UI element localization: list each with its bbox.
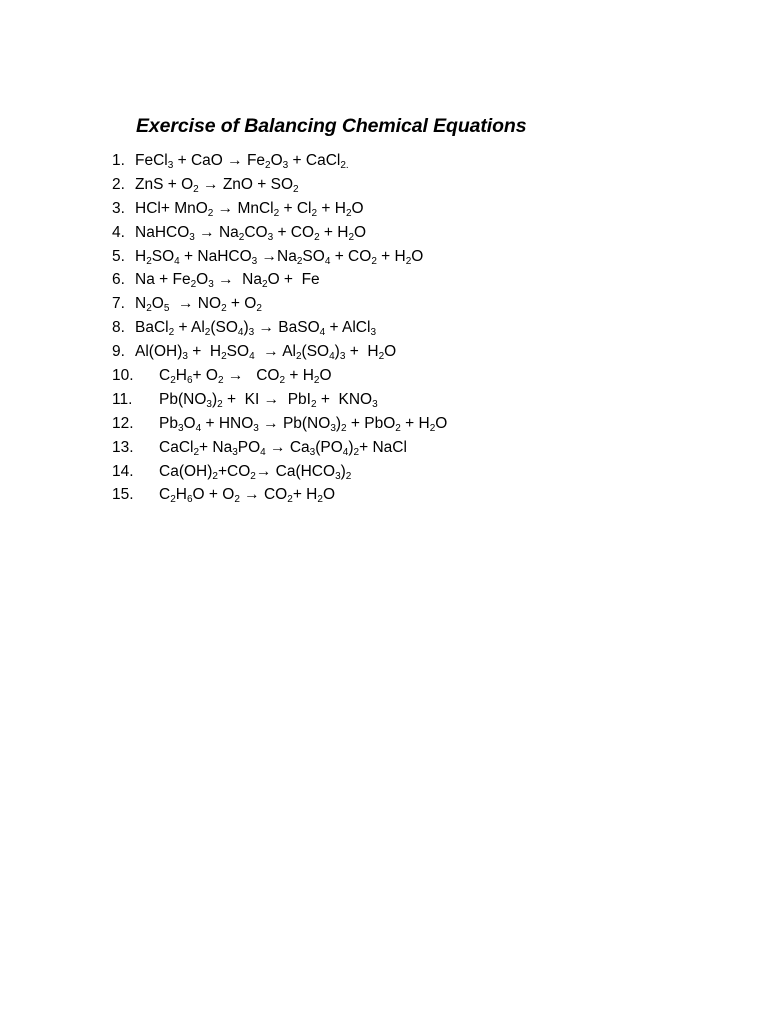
equation-subscript: 3 (282, 160, 289, 171)
equation-number: 13. (112, 438, 134, 456)
equation-fragment: ) (211, 390, 218, 408)
equation-fragment: N (135, 295, 147, 313)
equation-fragment: O + O (192, 486, 235, 504)
equation-subscript: 3 (251, 255, 258, 267)
equation-fragment: O (384, 343, 397, 361)
equation-text (135, 247, 423, 267)
equation-fragment: Al(OH) (135, 343, 183, 361)
equation-subscript: 3 (167, 160, 174, 171)
equation-fragment: O (354, 223, 367, 241)
equation-subscript: 4 (342, 446, 349, 458)
equation-text (159, 462, 351, 482)
equation-subscript: 2 (348, 231, 355, 243)
equation-fragment: ) (243, 319, 249, 337)
equation-subscript: 2 (234, 494, 240, 506)
equation-subscript: 4 (174, 255, 180, 267)
equation-subscript: 3 (253, 422, 259, 434)
equation-fragment: O (351, 199, 364, 217)
equation-fragment: ZnS + O (135, 175, 194, 193)
equation-subscript: 2 (311, 207, 318, 219)
equation-fragment: + H (319, 223, 349, 241)
equation-subscript: 2 (207, 207, 214, 219)
equation-subscript: 3 (206, 398, 212, 410)
equation-fragment: →Na (257, 247, 297, 265)
equation-fragment: → Na (194, 223, 239, 241)
equation-subscript: 3 (248, 327, 255, 339)
equation-fragment: + Cl (279, 199, 312, 217)
equation-fragment: → Pb(NO (258, 414, 331, 432)
equation-subscript: 2 (193, 183, 199, 195)
equation-subscript: 2 (193, 446, 200, 458)
equation-subscript: 2 (279, 375, 286, 387)
equation-fragment: SO (151, 247, 175, 265)
equation-subscript: 2 (313, 375, 320, 387)
equation-fragment: → BaSO (254, 319, 320, 337)
equation-subscript: 2 (353, 446, 360, 458)
equation-subscript: 2 (256, 303, 262, 315)
equation-subscript: 6 (186, 375, 193, 387)
equation-text (159, 366, 332, 386)
equation-subscript: 2 (293, 183, 299, 195)
equation-text (159, 414, 447, 434)
equation-fragment: O (435, 414, 448, 432)
equation-fragment: + Na (199, 438, 233, 456)
equation-subscript: 2 (295, 351, 302, 363)
equation-subscript: 3 (335, 470, 341, 482)
equation-fragment: → CO (223, 367, 280, 385)
equation-fragment: + HNO (201, 414, 254, 432)
equation-subscript: 3 (189, 231, 195, 243)
equation-text (135, 270, 320, 290)
equation-subscript: 2 (345, 470, 352, 482)
equation-subscript: 2 (265, 160, 271, 171)
equation-fragment: + H (400, 414, 430, 432)
equation-fragment: + NaHCO (179, 247, 252, 265)
equation-subscript: 3 (372, 398, 378, 410)
equation-text (135, 199, 364, 219)
equation-fragment: O + Fe (267, 271, 320, 289)
equation-number: 10. (112, 367, 134, 385)
equation-fragment: C (159, 486, 171, 504)
equation-fragment: H (175, 367, 187, 385)
equation-number: 6. (112, 271, 125, 289)
equation-subscript: 3 (267, 231, 274, 243)
equation-fragment: O (196, 271, 209, 289)
equation-fragment: + H (187, 343, 222, 361)
equation-subscript: 4 (237, 327, 244, 339)
equation-subscript: 3 (309, 446, 316, 458)
equation-subscript: 2 (190, 279, 197, 291)
equation-subscript: 2 (273, 207, 280, 219)
equation-text (159, 390, 378, 410)
equation-subscript: 4 (319, 327, 326, 339)
equation-subscript: 4 (195, 422, 202, 434)
equation-subscript: 2 (405, 255, 412, 267)
equation-subscript: 2 (170, 494, 176, 506)
equation-fragment: + H (285, 367, 314, 385)
equation-fragment: Ca(OH) (159, 462, 213, 480)
equation-fragment: ) (334, 343, 340, 361)
equation-number: 1. (112, 152, 125, 169)
equation-number: 11. (112, 390, 133, 408)
equation-subscript: 2 (371, 255, 377, 267)
equation-subscript: 2. (340, 160, 349, 171)
equation-fragment: → CO (239, 486, 288, 504)
equation-subscript: 2 (262, 279, 268, 291)
equation-subscript: 2 (204, 327, 211, 339)
equation-number: 4. (112, 223, 125, 241)
equation-fragment: H (175, 486, 187, 504)
equation-fragment: ) (335, 414, 342, 432)
equation-text (135, 175, 299, 195)
equation-subscript: 3 (182, 351, 188, 363)
equation-text (135, 223, 366, 243)
equation-subscript: 6 (186, 494, 193, 506)
equation-subscript: 2 (146, 303, 152, 315)
equation-fragment: + Al (174, 319, 205, 337)
equation-fragment: PO (237, 438, 261, 456)
equation-subscript: 2 (170, 375, 176, 387)
equation-fragment: ) (348, 438, 354, 456)
equation-fragment: + CO (330, 247, 372, 265)
equation-subscript: 2 (212, 470, 218, 482)
equation-fragment: → MnCl (213, 199, 274, 217)
equation-fragment: Pb (159, 414, 178, 432)
equation-fragment: + NaCl (359, 438, 407, 456)
equation-number: 3. (112, 199, 125, 217)
equation-subscript: 2 (296, 255, 303, 267)
equation-fragment: → Al (254, 343, 296, 361)
equation-fragment: O (183, 414, 196, 432)
equation-subscript: 4 (329, 351, 335, 363)
equation-fragment: + H (376, 247, 406, 265)
equation-fragment: (PO (315, 438, 343, 456)
equation-fragment: NaHCO (135, 223, 190, 241)
equation-subscript: 2 (341, 422, 347, 434)
equation-fragment: HCl+ MnO (135, 199, 208, 217)
equation-fragment: Pb(NO (159, 390, 207, 408)
equation-subscript: 3 (208, 279, 214, 291)
equation-fragment: H (135, 247, 147, 265)
equation-number: 7. (112, 295, 125, 313)
equation-fragment: → Ca(HCO (255, 462, 336, 480)
equation-fragment: + H (292, 486, 318, 504)
equation-subscript: 5 (163, 303, 170, 315)
equation-fragment: → NO (169, 295, 222, 313)
equation-fragment: + H (345, 343, 379, 361)
equation-subscript: 2 (378, 351, 385, 363)
equation-fragment: O (411, 247, 424, 265)
equation-text (135, 318, 376, 338)
equation-fragment: BaCl (135, 319, 169, 337)
equation-fragment: C (159, 367, 171, 385)
equation-fragment: + O (226, 295, 257, 313)
equation-number: 8. (112, 319, 125, 337)
equation-fragment: Na + Fe (135, 271, 191, 289)
equation-fragment: → ZnO + SO (198, 175, 294, 193)
equation-subscript: 2 (310, 398, 317, 410)
equation-number: 9. (112, 343, 125, 361)
equation-text (135, 151, 349, 171)
equation-subscript: 2 (429, 422, 436, 434)
equation-fragment: + H (317, 199, 346, 217)
equation-fragment: CaCl (159, 438, 194, 456)
equation-text (135, 342, 396, 362)
equation-number: 2. (112, 175, 125, 193)
equation-subscript: 2 (217, 375, 224, 387)
equation-subscript: 4 (260, 446, 266, 458)
equation-number: 14. (112, 462, 134, 480)
equation-subscript: 3 (177, 422, 184, 434)
equation-text (159, 485, 335, 505)
equation-fragment: +CO (217, 462, 251, 480)
equation-subscript: 4 (249, 351, 255, 363)
equation-subscript: 4 (324, 255, 331, 267)
equation-number: 12. (112, 414, 134, 432)
equation-fragment: O (322, 486, 335, 504)
equation-fragment: + KI → PbI (222, 390, 311, 408)
equation-fragment: + CaCl (288, 152, 341, 169)
equation-subscript: 2 (168, 327, 175, 339)
equation-fragment: + KNO (316, 390, 373, 408)
equation-fragment: + PbO (346, 414, 396, 432)
equation-subscript: 2 (395, 422, 401, 434)
equation-text (135, 294, 262, 314)
equation-subscript: 2 (238, 231, 245, 243)
equation-subscript: 2 (146, 255, 152, 267)
equation-fragment: → Ca (265, 438, 310, 456)
equation-fragment: + O (192, 367, 218, 385)
equation-number: 5. (112, 247, 125, 265)
equation-subscript: 2 (287, 494, 293, 506)
equation-fragment: ) (340, 462, 346, 480)
equation-fragment: FeCl (135, 152, 168, 169)
equation-fragment: O (319, 367, 332, 385)
equation-number: 15. (112, 486, 134, 504)
equation-subscript: 2 (317, 494, 323, 506)
equation-fragment: + CO (273, 223, 315, 241)
equation-subscript: 2 (250, 470, 256, 482)
equation-subscript: 2 (314, 231, 320, 243)
document-title: Exercise of Balancing Chemical Equations (136, 115, 527, 137)
equation-fragment: SO (226, 343, 250, 361)
equation-subscript: 3 (339, 351, 346, 363)
equation-fragment: O (270, 152, 283, 169)
equation-fragment: SO (302, 247, 325, 265)
equation-subscript: 3 (232, 446, 238, 458)
equation-fragment: → Na (213, 271, 262, 289)
equation-subscript: 2 (217, 398, 223, 410)
equation-subscript: 2 (221, 303, 227, 315)
equation-subscript: 3 (370, 327, 377, 339)
equation-subscript: 2 (345, 207, 352, 219)
equation-fragment: + CaO → Fe (173, 152, 266, 169)
equation-fragment: O (151, 295, 164, 313)
equation-text (159, 438, 407, 458)
equation-fragment: + AlCl (325, 319, 371, 337)
equation-fragment: (SO (301, 343, 330, 361)
equation-fragment: CO (244, 223, 268, 241)
equation-subscript: 2 (221, 351, 227, 363)
equation-fragment: (SO (210, 319, 238, 337)
equation-subscript: 3 (330, 422, 336, 434)
